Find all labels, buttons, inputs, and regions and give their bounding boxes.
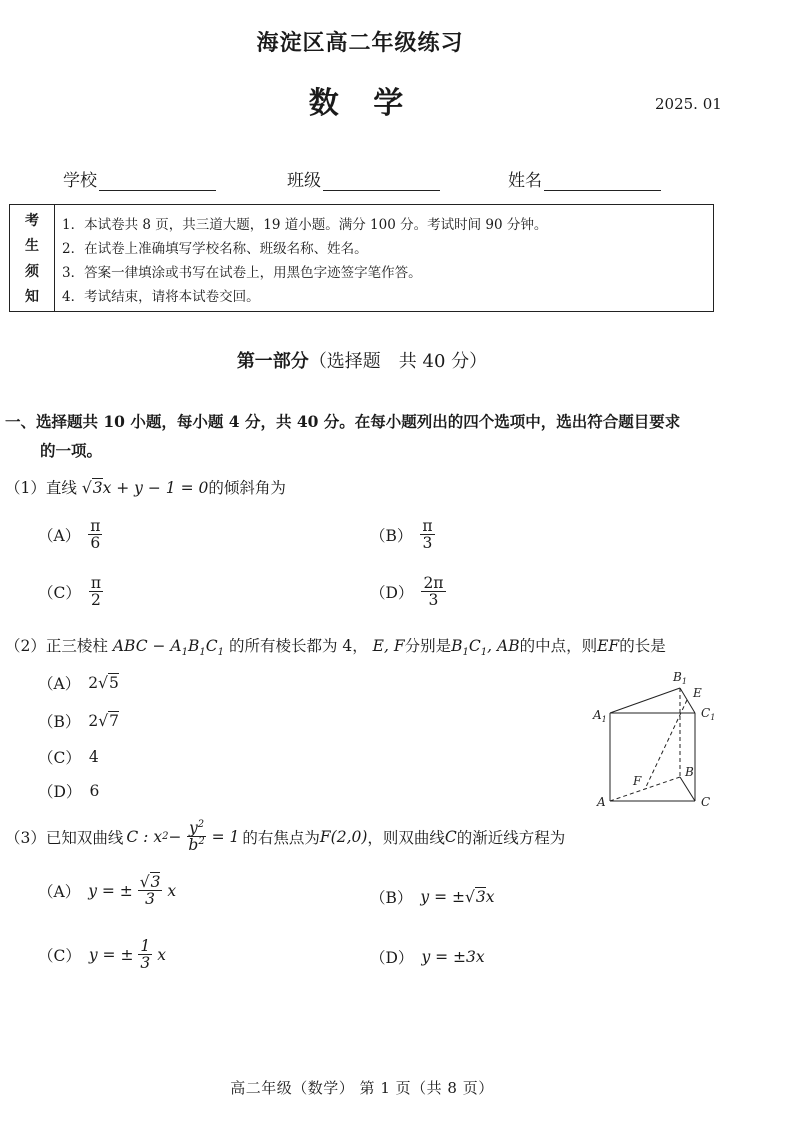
option-label: （D） — [370, 583, 414, 602]
question-3 — [5, 820, 565, 854]
question-number: （3） — [5, 828, 46, 847]
option-label: （D） — [370, 949, 414, 967]
section-name: 第一部分 — [236, 351, 309, 372]
question-number: （1） — [5, 479, 46, 497]
question-1 — [5, 476, 286, 498]
question-text: 正三棱柱 — [45, 637, 108, 655]
question-text: ，则双曲线 — [367, 828, 445, 847]
notice-list — [62, 213, 547, 309]
option-label: （C） — [38, 749, 81, 767]
class-blank[interactable] — [323, 172, 440, 191]
question-text: 分别是 — [404, 637, 452, 655]
q3-option-c[interactable] — [38, 938, 166, 972]
denominator: 3 — [422, 534, 433, 553]
fraction — [89, 575, 103, 609]
edge-a1b1 — [610, 688, 680, 713]
question-text: 的右焦点为 — [242, 828, 320, 847]
notice-heading-char: 考 — [25, 212, 39, 229]
focus-point: F(2,0) — [319, 827, 368, 846]
fraction — [88, 518, 102, 552]
edge-bc — [680, 777, 695, 801]
line-equation: √3x + y − 1 = 0 — [81, 479, 209, 497]
fraction — [421, 575, 445, 609]
fraction — [420, 518, 434, 552]
option-label: （B） — [370, 889, 413, 907]
q3-option-d[interactable] — [370, 946, 485, 968]
prism-name: ABC − $A_1B_1C_1$ — [112, 637, 224, 659]
label-f: F — [633, 774, 642, 788]
question-text: 的中点，则 — [519, 637, 598, 655]
school-blank[interactable] — [99, 172, 216, 191]
option-value: y = ±3x — [421, 948, 485, 966]
subject-title: 数 学 — [308, 86, 416, 121]
numerator: π — [422, 517, 433, 535]
instructions-line: 的一项。 — [40, 441, 103, 460]
class-field — [287, 166, 440, 191]
option-value: y = ± $\frac{1}{3}$ x — [88, 937, 166, 973]
name-blank[interactable] — [544, 172, 661, 191]
notice-item: 1．本试卷共 8 页，共三道大题，19 道小题。满分 100 分。考试时间 90 分钟。 — [62, 217, 548, 233]
label-a1: $A_1$ — [593, 708, 607, 724]
option-label: （C） — [38, 946, 81, 965]
numerator: 2π — [423, 574, 444, 592]
prism-figure — [585, 665, 725, 815]
denominator: 6 — [90, 534, 101, 553]
question-text: 的倾斜角为 — [208, 479, 286, 497]
label-c: C — [701, 795, 711, 809]
q2-option-c[interactable] — [38, 746, 99, 768]
label-b: B — [685, 765, 694, 779]
option-value: y = ± $\frac{√3}{3}$ x — [88, 873, 177, 909]
option-value: 2√5 — [88, 674, 119, 692]
numerator: π — [90, 574, 102, 592]
class-label: 班级 — [287, 171, 321, 191]
question-text: 直线 — [45, 479, 77, 497]
q2-option-a[interactable] — [38, 672, 119, 694]
label-a: A — [597, 795, 606, 809]
question-text: 的渐近线方程为 — [456, 828, 566, 847]
segment-ef: EF — [597, 637, 620, 655]
notice-item: 3．答案一律填涂或书写在试卷上，用黑色字迹签字笔作答。 — [62, 265, 422, 281]
q2-option-b[interactable] — [38, 710, 119, 732]
notice-item: 2．在试卷上准确填写学校名称、班级名称、姓名。 — [62, 241, 368, 257]
page-footer: 高二年级（数学） 第 1 页（共 8 页） — [230, 1079, 494, 1097]
option-value: 2√7 — [88, 712, 120, 730]
option-label: （A） — [38, 526, 81, 545]
name-label: 姓名 — [508, 171, 542, 191]
hyperbola-equation: C : x 2 − $\frac{y^2}{b^2}$ = 1 — [126, 819, 240, 855]
segments: $B_1C_1$, AB — [451, 637, 520, 659]
q1-option-b[interactable] — [370, 518, 435, 552]
notice-box — [9, 204, 714, 312]
curve-name: C — [444, 827, 457, 846]
option-value: 4 — [88, 748, 99, 766]
option-label: （A） — [38, 882, 81, 901]
points-ef: E, F — [372, 637, 405, 655]
label-e: E — [693, 686, 702, 700]
section-title — [0, 347, 724, 373]
label-c1: $C_1$ — [701, 706, 716, 722]
school-label: 学校 — [63, 171, 97, 191]
denominator: 2 — [91, 591, 101, 610]
denominator: 3 — [428, 591, 439, 610]
exam-date: 2025. 01 — [655, 95, 722, 113]
notice-heading-char: 须 — [25, 263, 39, 280]
question-text: 已知双曲线 — [45, 828, 124, 847]
notice-heading-char: 知 — [25, 289, 39, 306]
numerator: π — [90, 517, 101, 535]
option-value: 6 — [89, 782, 100, 800]
q1-option-d[interactable] — [370, 575, 446, 609]
q1-option-c[interactable] — [38, 575, 103, 609]
notice-heading — [10, 205, 55, 311]
option-label: （B） — [38, 713, 81, 731]
section-note: （选择题 共 40 分） — [308, 351, 488, 372]
exam-title: 海淀区高二年级练习 — [256, 30, 464, 56]
q2-option-d[interactable] — [38, 780, 99, 802]
question-text: 的长是 — [619, 637, 666, 655]
q1-option-a[interactable] — [38, 518, 102, 552]
instructions-line: 一、选择题共 10 小题，每小题 4 分，共 40 分。在每小题列出的四个选项中，选出符合题目要求 — [5, 412, 681, 431]
notice-heading-char: 生 — [25, 238, 39, 255]
option-label: （D） — [38, 783, 82, 801]
instructions — [5, 407, 717, 465]
label-b1: $B_1$ — [673, 670, 687, 686]
q3-option-a[interactable] — [38, 874, 176, 908]
school-field — [63, 166, 216, 191]
question-number: （2） — [5, 637, 46, 655]
option-label: （A） — [38, 675, 81, 693]
option-label: （C） — [38, 583, 81, 602]
notice-item: 4．考试结束，请将本试卷交回。 — [62, 289, 260, 305]
question-text: 的所有棱长都为 4， — [228, 637, 368, 655]
option-label: （B） — [370, 526, 413, 545]
q3-option-b[interactable] — [370, 886, 494, 908]
name-field — [508, 166, 661, 191]
option-value: y = ±√3x — [420, 888, 495, 906]
question-2 — [5, 634, 666, 658]
